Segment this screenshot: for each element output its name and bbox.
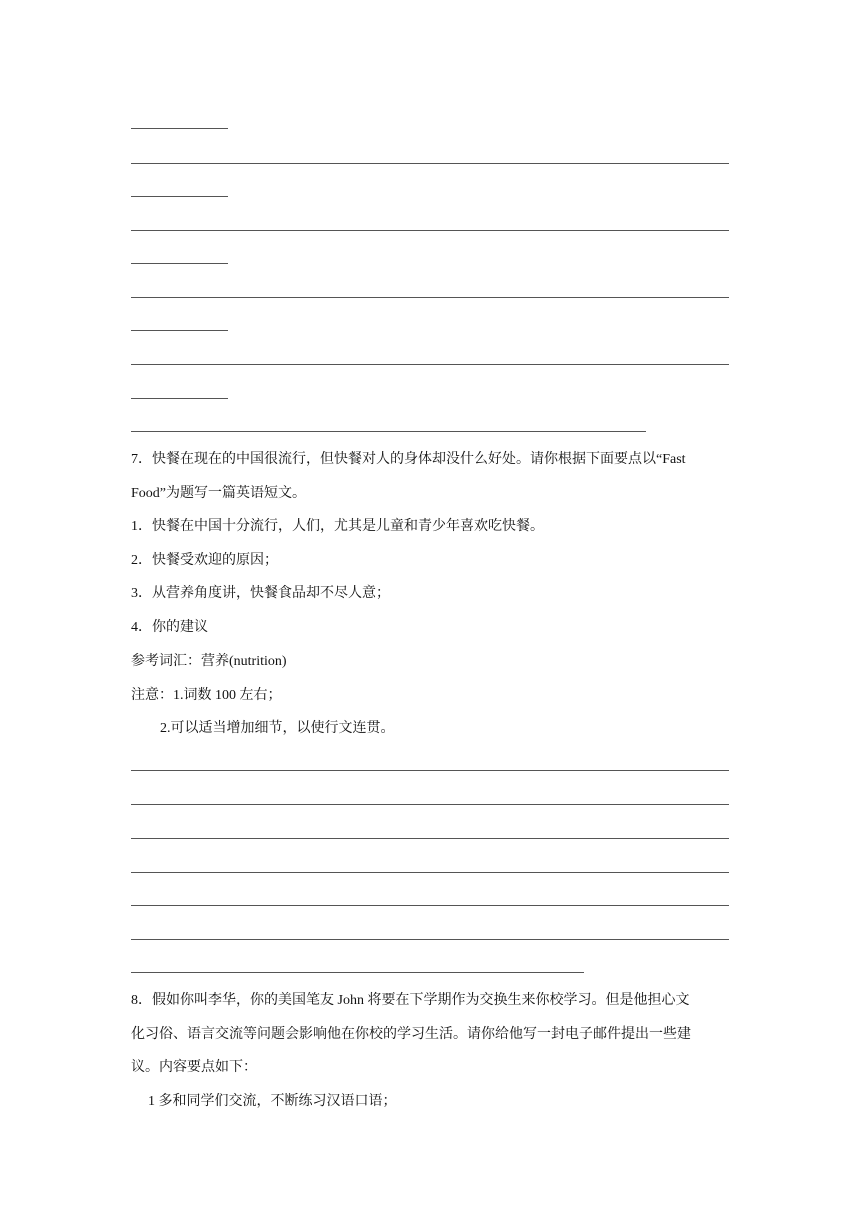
answer-line <box>131 230 729 231</box>
answer-line <box>131 770 729 771</box>
question-7-point-2: 2．快餐受欢迎的原因； <box>131 553 278 568</box>
answer-line <box>131 163 729 164</box>
question-7-vocabulary: 参考词汇：营养(nutrition) <box>131 654 287 669</box>
answer-line <box>131 972 584 973</box>
answer-line <box>131 196 228 197</box>
question-8-prompt-line-1: 8．假如你叫李华，你的美国笔友 John 将要在下学期作为交换生来你校学习。但是他担心文 <box>131 993 690 1008</box>
question-7-point-1: 1．快餐在中国十分流行，人们，尤其是儿童和青少年喜欢吃快餐。 <box>131 519 544 534</box>
answer-line <box>131 431 646 432</box>
question-7-point-3: 3．从营养角度讲，快餐食品却不尽人意； <box>131 586 390 601</box>
answer-line <box>131 872 729 873</box>
answer-line <box>131 330 228 331</box>
question-7-prompt-line-2: Food”为题写一篇英语短文。 <box>131 486 306 501</box>
answer-line <box>131 804 729 805</box>
answer-line <box>131 364 729 365</box>
answer-line <box>131 297 729 298</box>
question-8-prompt-line-2: 化习俗、语言交流等问题会影响他在你校的学习生活。请你给他写一封电子邮件提出一些建 <box>131 1027 691 1042</box>
answer-line <box>131 905 729 906</box>
answer-line <box>131 263 228 264</box>
question-8-prompt-line-3: 议。内容要点如下： <box>131 1060 257 1075</box>
question-7-note-1: 注意：1.词数 100 左右； <box>131 688 282 703</box>
question-7-point-4: 4．你的建议 <box>131 620 208 635</box>
answer-line <box>131 398 228 399</box>
answer-line <box>131 939 729 940</box>
question-7-note-2: 2.可以适当增加细节，以使行文连贯。 <box>160 721 395 736</box>
answer-line <box>131 838 729 839</box>
answer-line <box>131 128 228 129</box>
question-7-prompt-line-1: 7．快餐在现在的中国很流行，但快餐对人的身体却没什么好处。请你根据下面要点以“Fast <box>131 452 686 467</box>
question-8-point-1: 1 多和同学们交流，不断练习汉语口语； <box>148 1094 397 1109</box>
